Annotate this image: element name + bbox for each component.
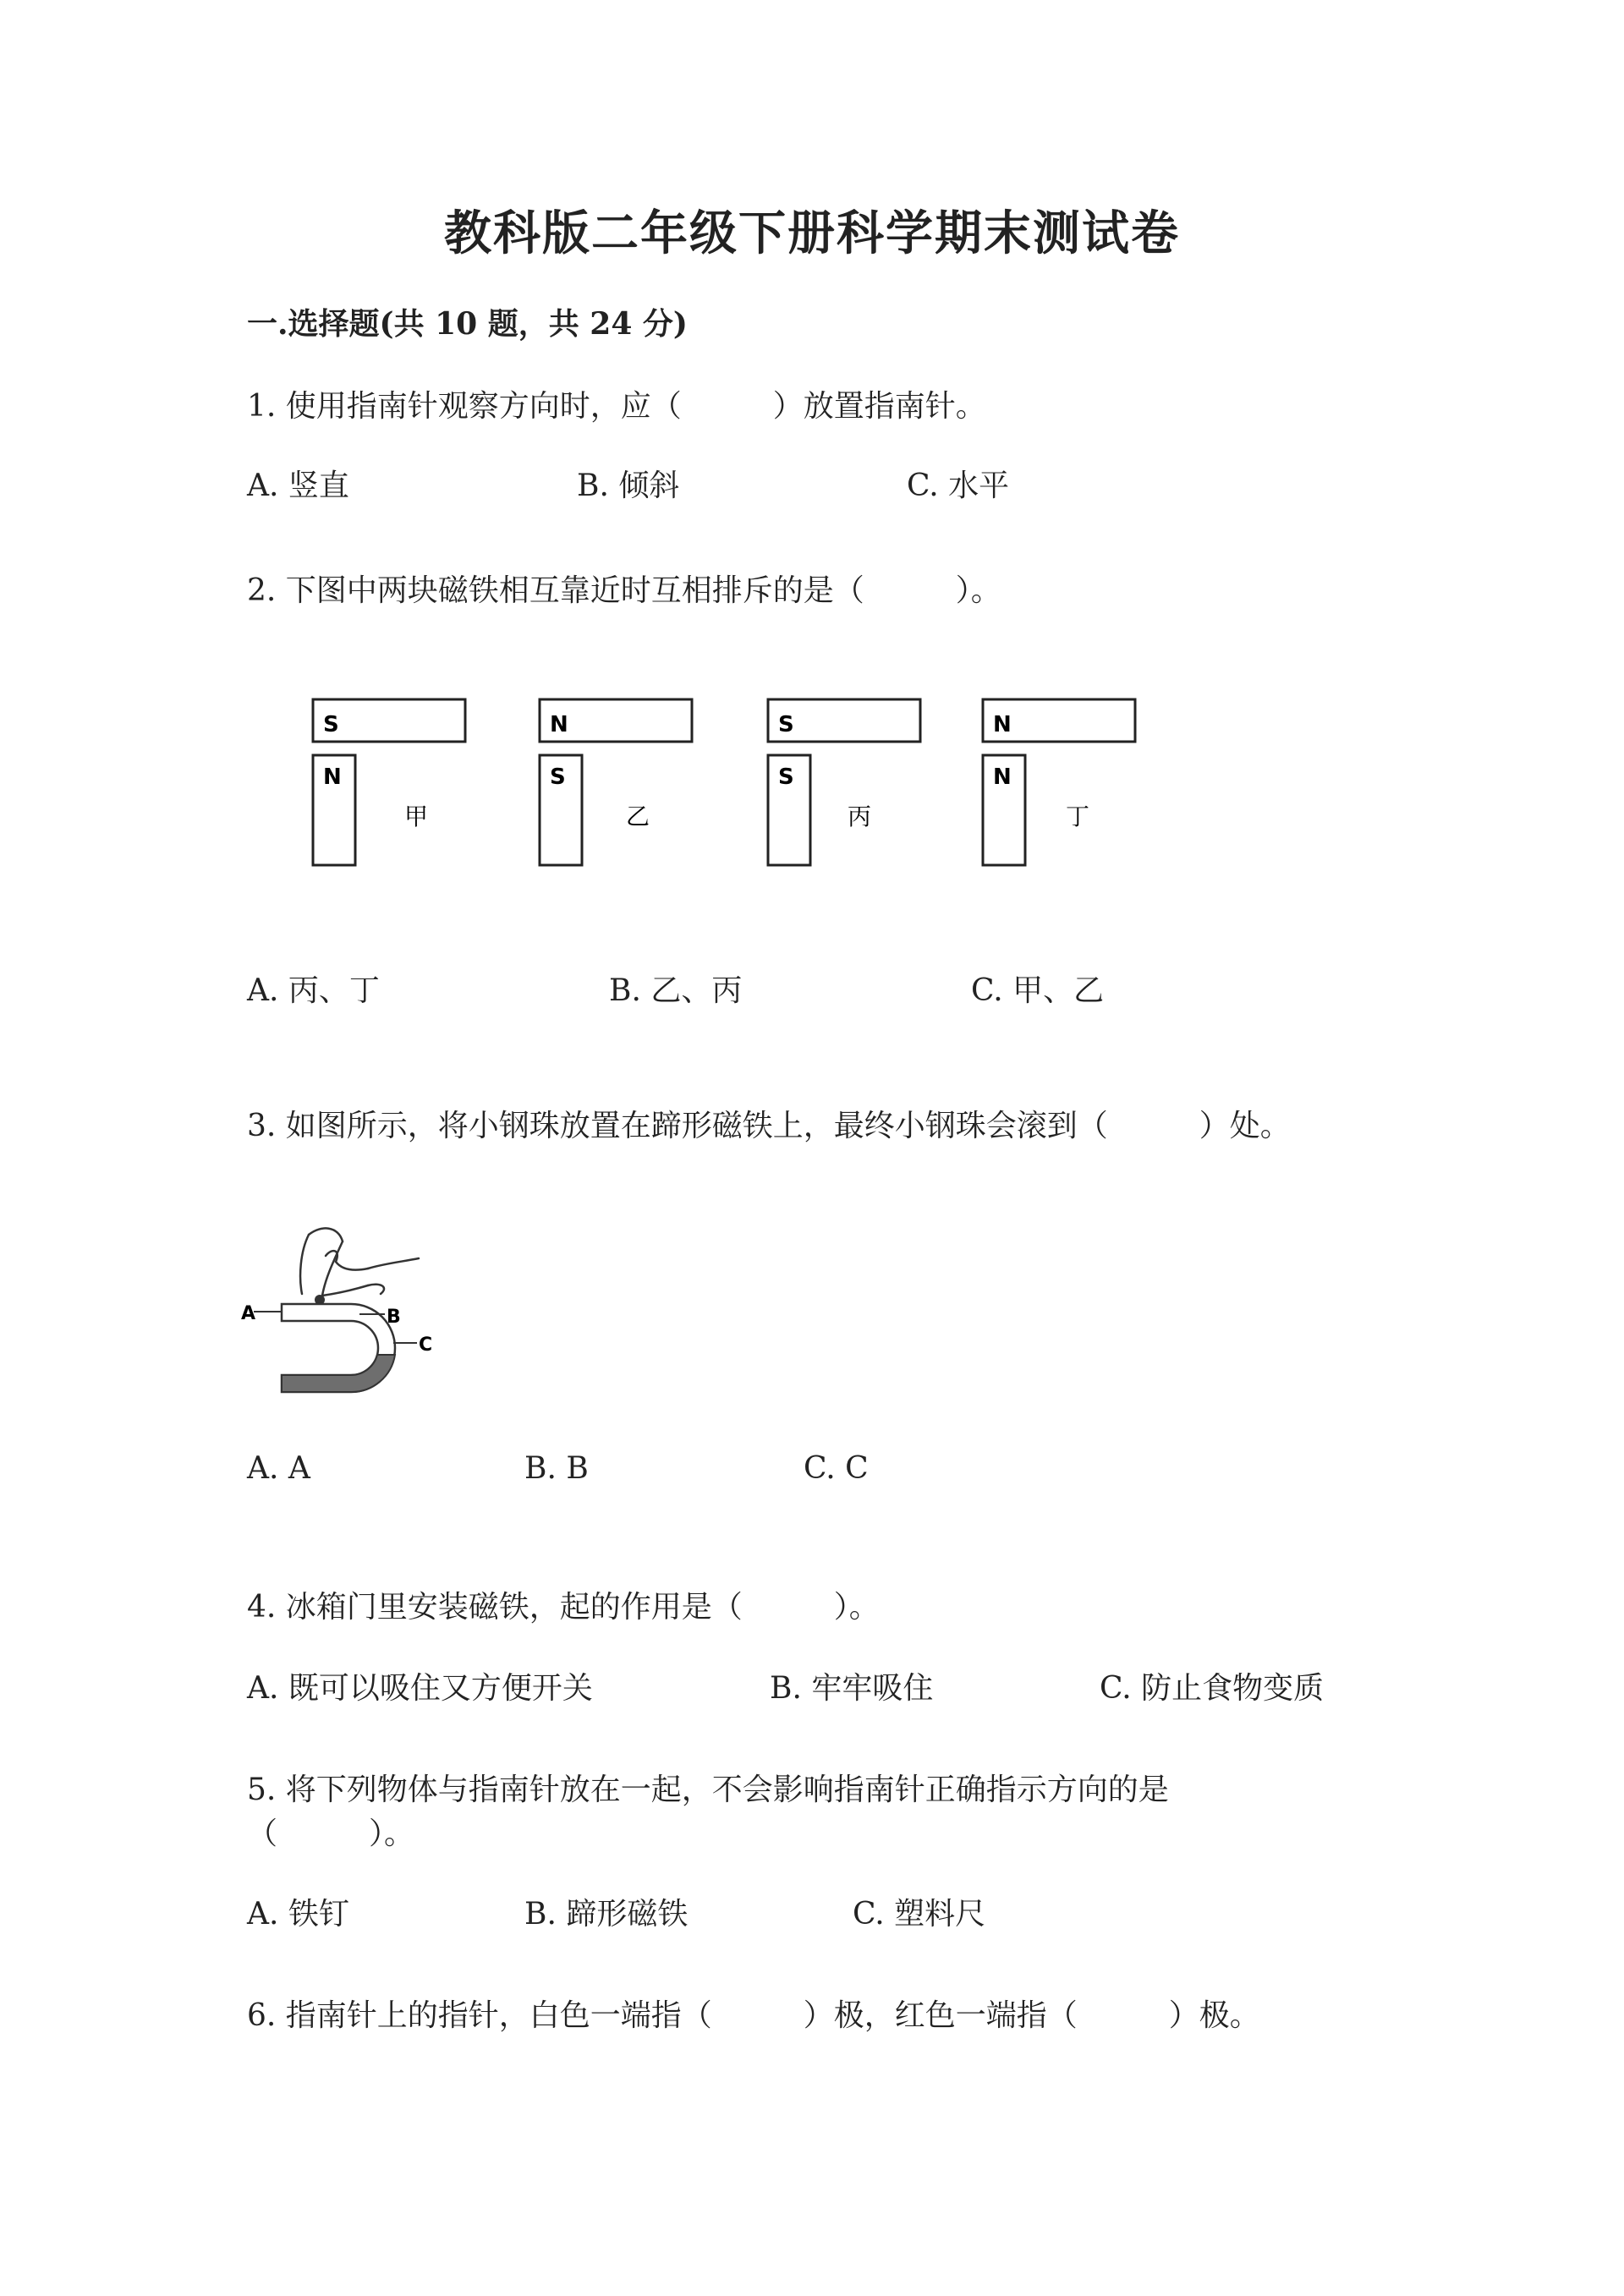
question-3-option-a[interactable]: A. A (247, 1451, 310, 1486)
magnet-ding-top-pole: N (993, 712, 1012, 737)
page-title: 教科版二年级下册科学期末测试卷 (444, 205, 1180, 261)
question-2-text: 2. 下图中两块磁铁相互靠近时互相排斥的是（ ）。 (247, 573, 1001, 608)
magnet-yi-side-pole: S (550, 764, 566, 790)
magnet-pair-jia (313, 699, 465, 865)
point-label-c: C (419, 1334, 433, 1356)
magnet-ding-side-pole: N (993, 764, 1012, 790)
magnet-jia-top-pole: S (323, 712, 339, 737)
magnet-jia-label: 甲 (404, 803, 429, 830)
question-3-option-c[interactable]: C. C (804, 1451, 869, 1486)
magnet-pair-yi (540, 699, 692, 865)
magnet-jia-side-pole: N (323, 764, 342, 790)
hand-illustration (300, 1228, 419, 1296)
question-5-option-b[interactable]: B. 蹄形磁铁 (524, 1897, 689, 1932)
magnet-ding-label: 丁 (1066, 803, 1090, 830)
question-4-option-b[interactable]: B. 牢牢吸住 (770, 1671, 934, 1706)
magnet-bing-top-pole: S (778, 712, 794, 737)
question-2-option-b[interactable]: B. 乙、丙 (609, 973, 743, 1008)
magnet-yi-label: 乙 (626, 803, 650, 830)
question-1-option-c[interactable]: C. 水平 (907, 469, 1010, 503)
question-2-option-c[interactable]: C. 甲、乙 (971, 973, 1105, 1008)
question-3-text: 3. 如图所示，将小钢珠放置在蹄形磁铁上，最终小钢珠会滚到（ ）处。 (247, 1109, 1291, 1143)
magnet-yi-top-pole: N (550, 712, 568, 737)
magnets-figure (304, 689, 1150, 875)
horseshoe-magnet-figure (241, 1209, 436, 1400)
magnet-pair-ding (983, 699, 1135, 865)
magnet-pair-bing (768, 699, 920, 865)
question-5-option-c[interactable]: C. 塑料尺 (853, 1897, 986, 1932)
magnet-bing-label: 丙 (848, 803, 872, 830)
question-5-option-a[interactable]: A. 铁钉 (247, 1897, 349, 1932)
question-4-option-c[interactable]: C. 防止食物变质 (1100, 1671, 1325, 1706)
question-4-text: 4. 冰箱门里安装磁铁，起的作用是（ ）。 (247, 1590, 880, 1625)
point-label-b: B (387, 1307, 401, 1328)
magnet-bing-side-pole: S (778, 764, 794, 790)
question-6-text: 6. 指南针上的指针，白色一端指（ ）极，红色一端指（ ）极。 (247, 1998, 1260, 2033)
horseshoe-magnet (282, 1304, 395, 1392)
question-1-option-a[interactable]: A. 竖直 (247, 469, 349, 503)
question-4-option-a[interactable]: A. 既可以吸住又方便开关 (247, 1671, 593, 1706)
section-heading: 一.选择题(共 10 题，共 24 分) (247, 306, 688, 342)
question-1-text: 1. 使用指南针观察方向时，应（ ）放置指南针。 (247, 389, 986, 424)
question-3-option-b[interactable]: B. B (524, 1451, 589, 1486)
point-label-a: A (241, 1303, 256, 1324)
question-5-text-line2: （ ）。 (247, 1817, 415, 1851)
question-5-text-line1: 5. 将下列物体与指南针放在一起，不会影响指南针正确指示方向的是 (247, 1773, 1169, 1807)
question-1-option-b[interactable]: B. 倾斜 (577, 469, 680, 503)
question-2-option-a[interactable]: A. 丙、丁 (247, 973, 380, 1008)
